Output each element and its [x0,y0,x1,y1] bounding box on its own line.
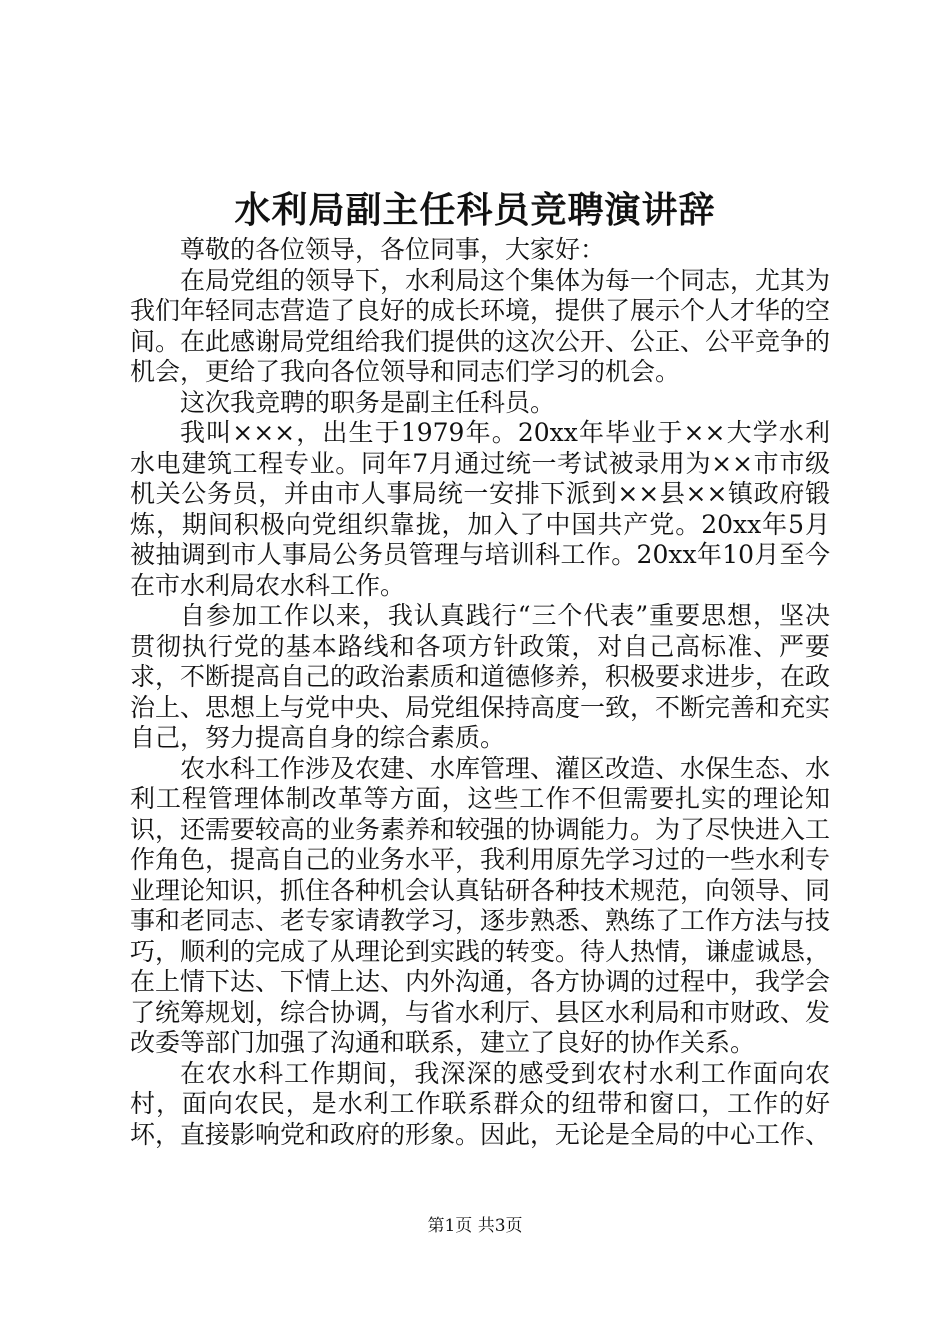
document-body [130,235,830,1150]
document-title: 水利局副主任科员竞聘演讲辞 [234,189,716,231]
body-paragraph: 在农水科工作期间，我深深的感受到农村水利工作面向农村，面向农民，是水利工作联系群众的纽带和窗口，工作的好坏，直接影响党和政府的形象。因此，无论是全局的中心工作、 [130,1058,831,1149]
body-paragraph: 在局党组的领导下，水利局这个集体为每一个同志，尤其为我们年轻同志营造了良好的成长环境，提供了展示个人才华的空间。在此感谢局党组给我们提供的这次公开、公正、公平竞争的机会，更给了我向各位领导和同志们学习的机会。 [130,265,831,386]
body-paragraph: 这次我竞聘的职务是副主任科员。 [180,387,556,417]
greeting-paragraph: 尊敬的各位领导，各位同事，大家好： [180,235,606,264]
body-paragraph: 我叫×××，出生于1979年。20xx年毕业于××大学水利水电建筑工程专业。同年7月通过统一考试被录用为××市市级机关公务员，并由市人事局统一安排下派到××县××镇政府锻炼，期间积极向党组织靠拢，加入了中国共产党。20xx年5月被抽调到市人事局公务员管理与培训科工作。20xx年10月至今在市水利局农水科工作。 [130,418,830,600]
body-paragraph: 自参加工作以来，我认真践行“三个代表”重要思想，坚决贯彻执行党的基本路线和各项方针政策，对自己高标准、严要求，不断提高自己的政治素质和道德修养，积极要求进步，在政治上、思想上与党中央、局党组保持高度一致，不断完善和充实自己，努力提高自身的综合素质。 [130,601,831,752]
body-paragraph: 农水科工作涉及农建、水库管理、灌区改造、水保生态、水利工程管理体制改革等方面，这些工作不但需要扎实的理论知识，还需要较高的业务素养和较强的协调能力。为了尽快进入工作角色，提高自己的业务水平，我利用原先学习过的一些水利专业理论知识，抓住各种机会认真钻研各种技术规范，向领导、同事和老同志、老专家请教学习，逐步熟悉、熟练了工作方法与技巧，顺利的完成了从理论到实践的转变。待人热情，谦虚诚恳，在上情下达、下情上达、内外沟通，各方协调的过程中，我学会了统筹规划，综合协调，与省水利厅、县区水利局和市财政、发改委等部门加强了沟通和联系，建立了良好的协作关系。 [130,753,831,1057]
page-footer: 第1页 共3页 [427,1216,523,1236]
